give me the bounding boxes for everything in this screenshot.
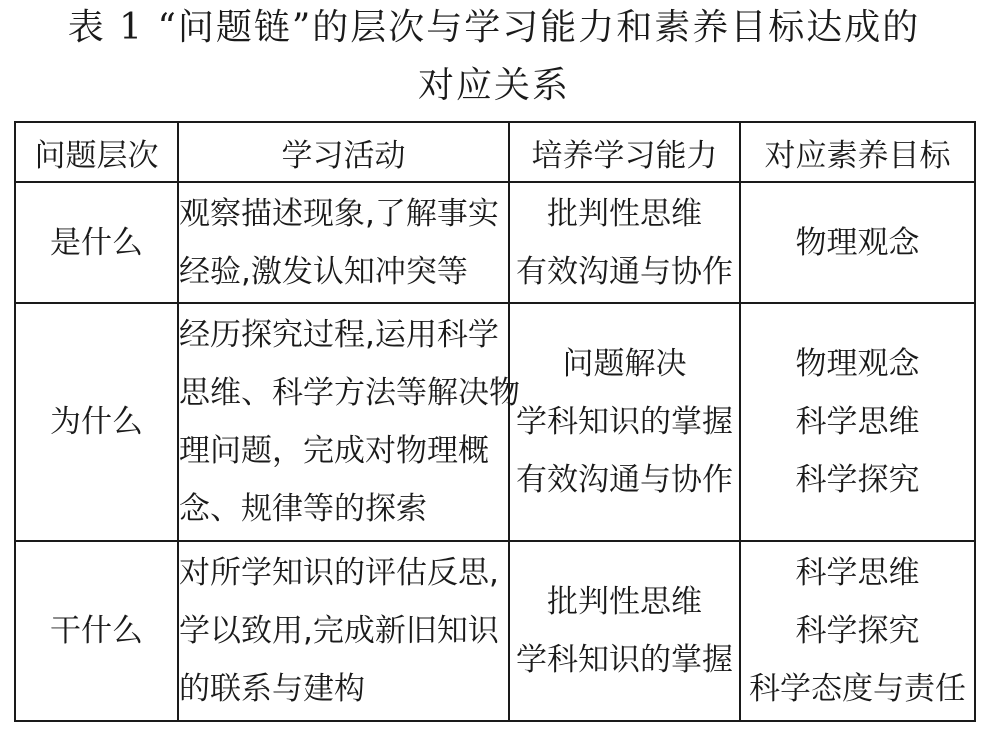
ability-item: 问题解决 — [562, 346, 687, 382]
goal-item: 物理观念 — [795, 224, 920, 261]
table-row — [15, 303, 975, 541]
cell-question-level — [15, 541, 178, 721]
cell-question-level — [15, 182, 178, 303]
cell-literacy-goal — [740, 541, 975, 721]
activity-line: 念、规律等的探索 — [179, 491, 427, 527]
goal-item: 物理观念 — [795, 346, 920, 382]
goal-item: 科学探究 — [795, 462, 920, 498]
cell-learning-activity — [178, 541, 509, 721]
ability-item: 批判性思维 — [547, 584, 702, 620]
activity-line: 思维、科学方法等解决物 — [179, 375, 520, 411]
header-learning-activity: 学习活动 — [178, 122, 509, 182]
question-level-text: 干什么 — [50, 613, 143, 649]
cell-learning-activity — [178, 182, 509, 303]
header-question-level: 问题层次 — [15, 122, 178, 182]
question-level-text: 为什么 — [50, 404, 143, 440]
table-row — [15, 182, 975, 303]
ability-item: 学科知识的掌握 — [516, 642, 733, 678]
cell-question-level — [15, 303, 178, 541]
table-caption-line-1: 表 1 “问题链”的层次与学习能力和素养目标达成的 — [67, 7, 921, 48]
activity-line: 观察描述现象,了解事实 — [179, 195, 499, 232]
table-row — [15, 541, 975, 721]
table-caption-line-2: 对应关系 — [417, 65, 570, 106]
cell-literacy-goal — [740, 182, 975, 303]
goal-item: 科学思维 — [795, 404, 920, 440]
header-learning-ability: 培养学习能力 — [509, 122, 740, 182]
activity-line: 经验,激发认知冲突等 — [179, 253, 468, 290]
goal-item: 科学态度与责任 — [749, 671, 966, 707]
activity-line: 理问题，完成对物理概 — [179, 433, 489, 469]
table-header-row — [15, 122, 975, 182]
ability-item: 批判性思维 — [547, 195, 702, 232]
question-chain-table — [14, 121, 976, 722]
ability-item: 有效沟通与协作 — [516, 253, 733, 290]
cell-learning-ability — [509, 541, 740, 721]
cell-learning-ability — [509, 303, 740, 541]
cell-learning-ability — [509, 182, 740, 303]
activity-line: 对所学知识的评估反思, — [179, 555, 499, 591]
ability-item: 有效沟通与协作 — [516, 462, 733, 498]
cell-learning-activity — [178, 303, 520, 541]
activity-line: 的联系与建构 — [179, 671, 365, 707]
activity-line: 学以致用,完成新旧知识 — [179, 613, 499, 649]
header-literacy-goal: 对应素养目标 — [740, 122, 975, 182]
activity-line: 经历探究过程,运用科学 — [179, 317, 499, 353]
goal-item: 科学思维 — [795, 555, 920, 591]
cell-literacy-goal — [740, 303, 975, 541]
question-level-text: 是什么 — [50, 224, 143, 261]
ability-item: 学科知识的掌握 — [516, 404, 733, 440]
goal-item: 科学探究 — [795, 613, 920, 649]
